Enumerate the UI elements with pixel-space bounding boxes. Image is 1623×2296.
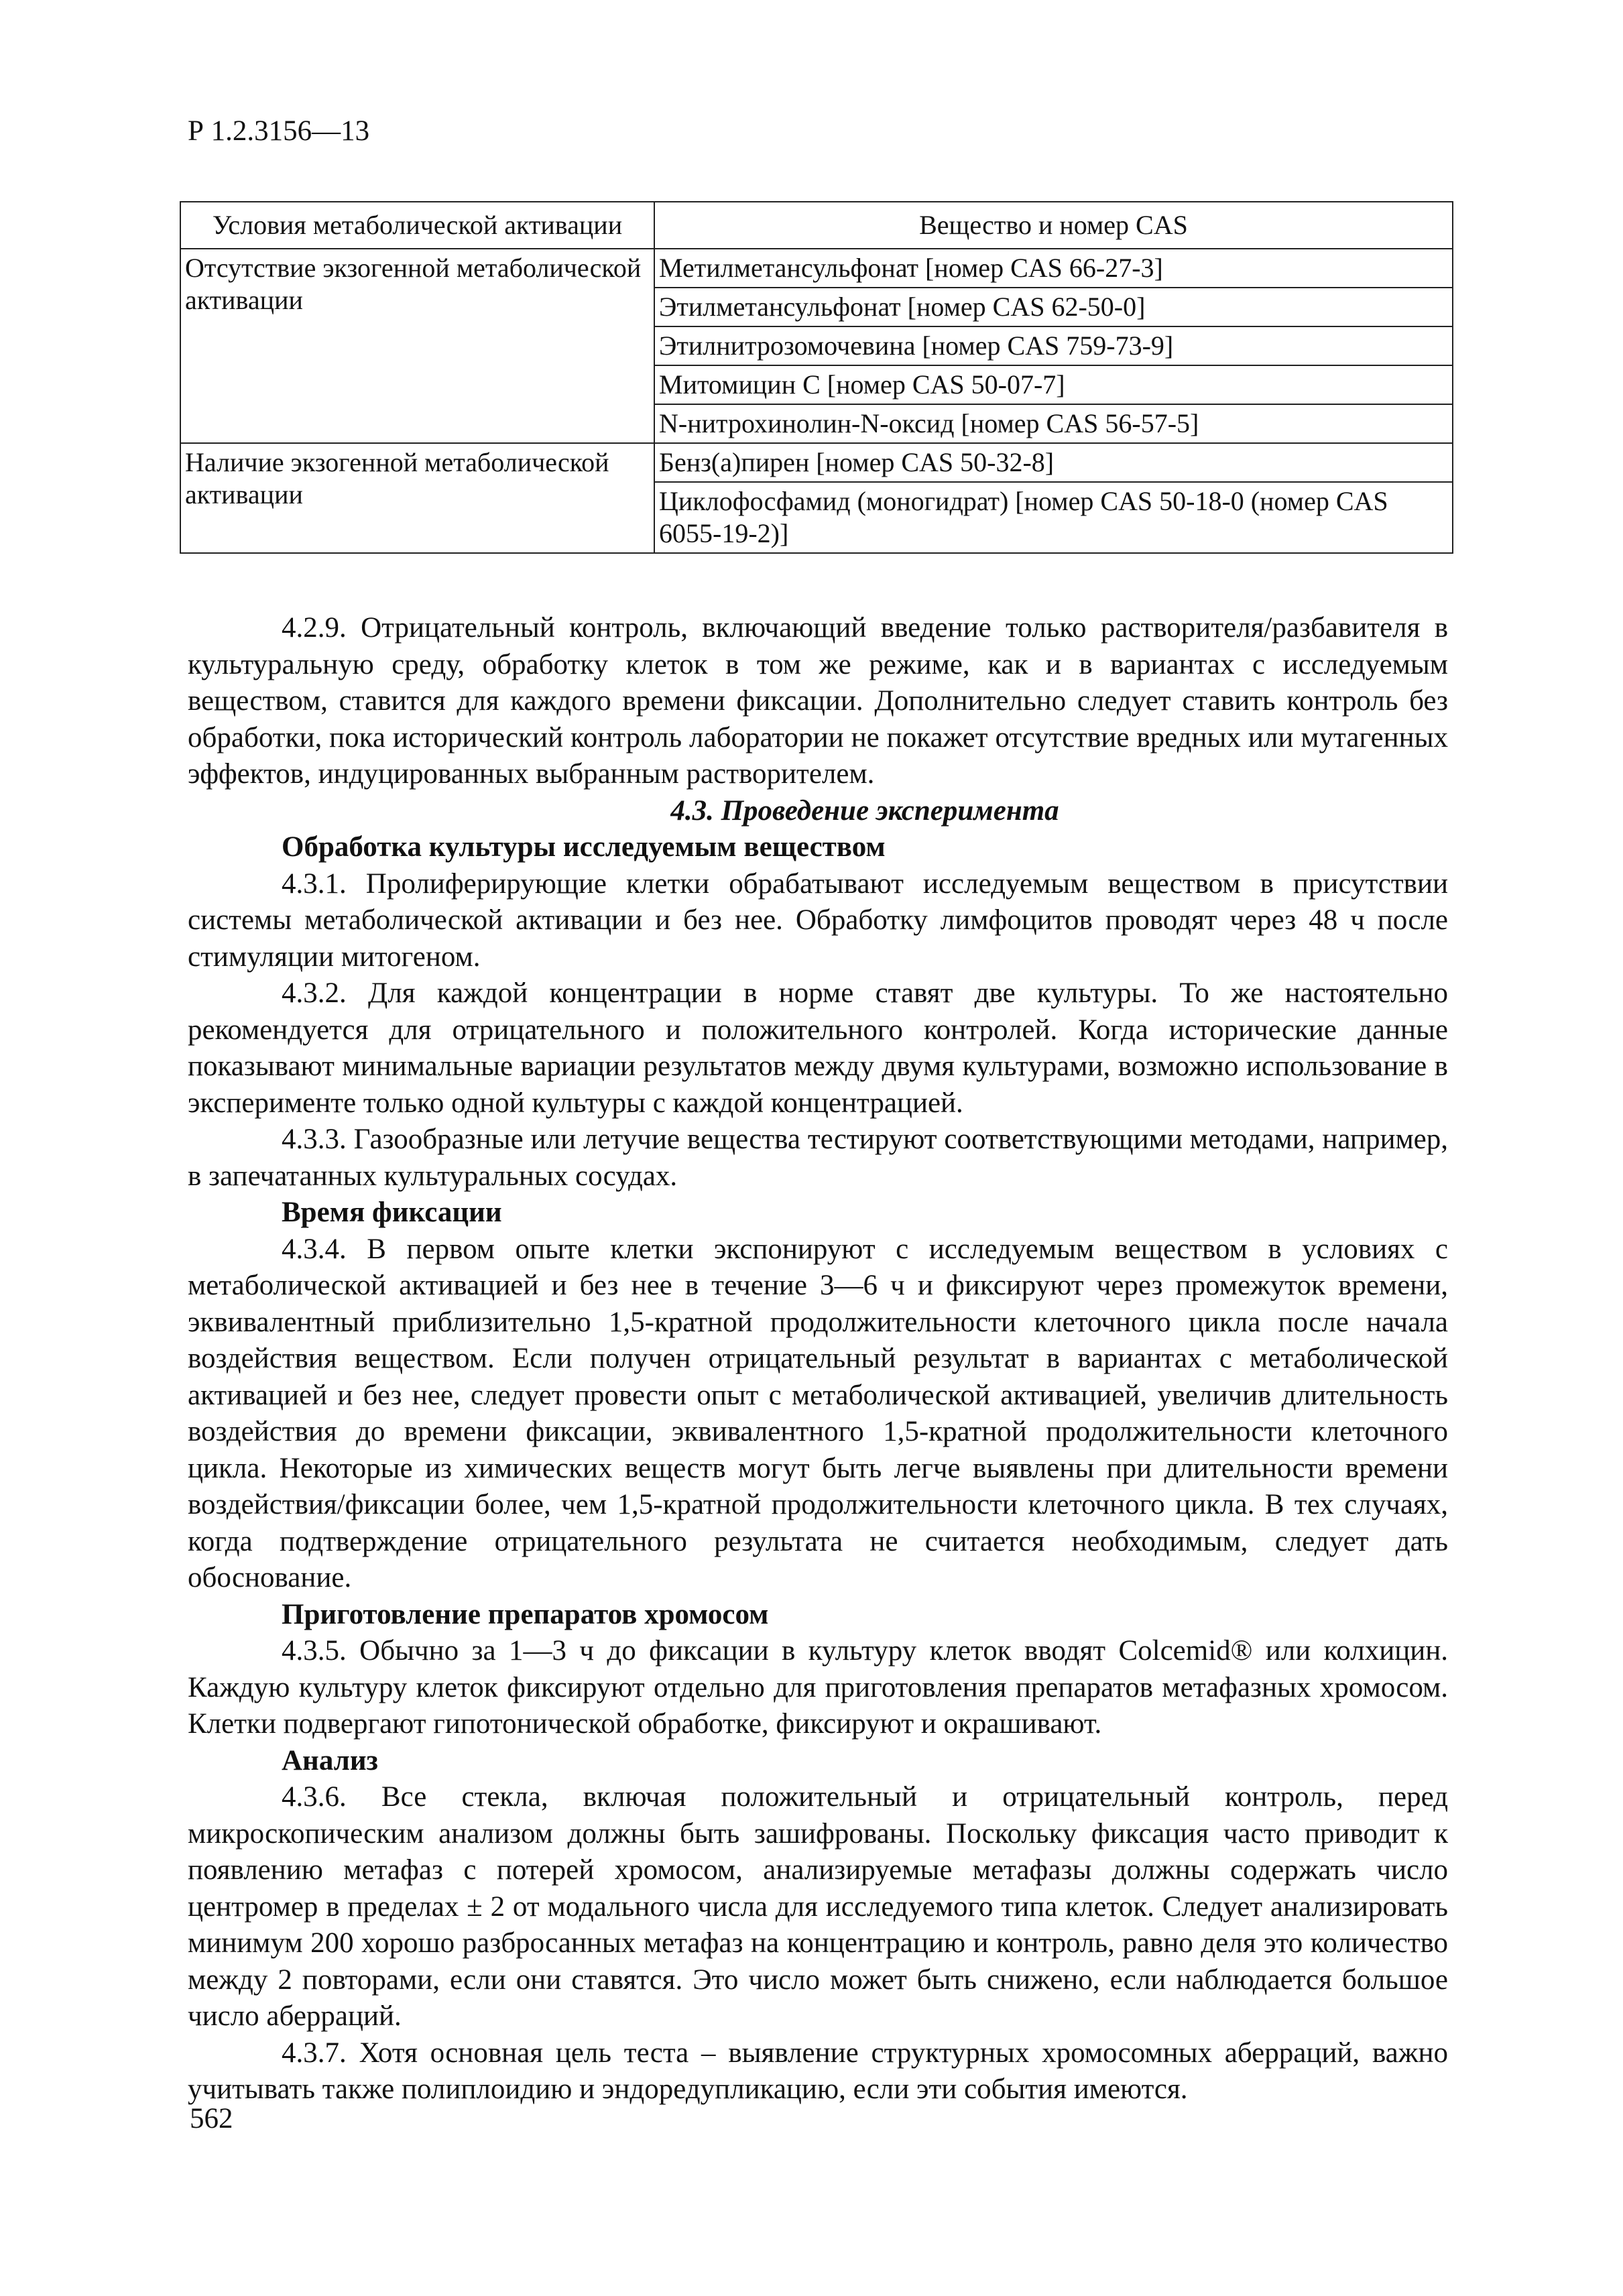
subheading-treatment: Обработка культуры исследуемым веществом [282,831,886,863]
table-header-substance: Вещество и номер CAS [654,202,1453,249]
subheading-analysis: Анализ [282,1744,378,1776]
body-text [188,610,1448,2108]
substance-cell: N-нитрохинолин-N-оксид [номер CAS 56-57-5] [654,404,1453,443]
page-number: 562 [190,2103,233,2134]
table-header-row [180,202,1453,249]
paragraph-4-3-1: 4.3.1. Пролиферирующие клетки обрабатывают исследуемым веществом в присутствии системы метаболической активации и без нее. Обработку лимфоцитов проводят через 48 ч после стимуляции митогеном. [188,867,1448,973]
table-row [180,249,1453,288]
table-header-condition: Условия метаболической активации [180,202,654,249]
substance-cell: Бенз(а)пирен [номер CAS 50-32-8] [654,443,1453,482]
table-row [180,443,1453,482]
cas-table [180,201,1453,554]
substance-cell: Метилметансульфонат [номер CAS 66-27-3] [654,249,1453,288]
document-code: Р 1.2.3156—13 [188,115,370,147]
subheading-fixation: Время фиксации [282,1197,502,1228]
condition-cell: Отсутствие экзогенной метаболической активации [180,249,654,443]
substance-cell: Этилнитрозомочевина [номер CAS 759-73-9] [654,326,1453,365]
substance-cell: Этилметансульфонат [номер CAS 62-50-0] [654,288,1453,326]
paragraph-4-3-2: 4.3.2. Для каждой концентрации в норме ставят две культуры. То же настоятельно рекомендуется для отрицательного и положительного контролей. Когда исторические данные показывают минимальные вариации результатов между двумя культурами, возможно использование в эксперименте только одной культуры с каждой концентрацией. [188,977,1448,1119]
substance-cell: Циклофосфамид (моногидрат) [номер CAS 50-18-0 (номер CAS 6055-19-2)] [654,482,1453,553]
paragraph-4-2-9: 4.2.9. Отрицательный контроль, включающий введение только растворителя/разбавителя в культуральную среду, обработку клеток в том же режиме, как и в вариантах с исследуемым веществом, ставится для каждого времени фиксации. Дополнительно следует ставить контроль без обработки, пока исторический контроль лаборатории не покажет отсутствие вредных или мутагенных эффектов, индуцированных выбранным растворителем. [188,612,1448,790]
paragraph-4-3-4: 4.3.4. В первом опыте клетки экспонируют с исследуемым веществом в условиях с метаболической активацией и без нее в течение 3—6 ч и фиксируют через промежуток времени, эквивалентный приблизительно 1,5-кратной продолжительности клеточного цикла после начала воздействия веществом. Если получен отрицательный результат в вариантах с метаболической активацией и без нее, следует провести опыт с метаболической активацией, увеличив длительность воздействия до времени фиксации, эквивалентного 1,5-кратной продолжительности клеточного цикла. Некоторые из химических веществ могут быть легче выявлены при длительности времени воздействия/фиксации более, чем 1,5-кратной продолжительности клеточного цикла. В тех случаях, когда подтверждение отрицательного результата не считается необходимым, следует дать обоснование. [188,1233,1448,1593]
subheading-preparation: Приготовление препаратов хромосом [282,1598,769,1630]
condition-cell: Наличие экзогенной метаболической активации [180,443,654,553]
paragraph-4-3-5: 4.3.5. Обычно за 1—3 ч до фиксации в культуру клеток вводят Colcemid® или колхицин. Каждую культуру клеток фиксируют отдельно для приготовления препаратов метафазных хромосом. Клетки подвергают гипотонической обработке, фиксируют и окрашивают. [188,1635,1448,1740]
paragraph-4-3-7: 4.3.7. Хотя основная цель теста – выявление структурных хромосомных аберраций, важно учитывать также полиплоидию и эндоредупликацию, если эти события имеются. [188,2037,1448,2105]
paragraph-4-3-3: 4.3.3. Газообразные или летучие вещества тестируют соответствующими методами, например, в запечатанных культуральных сосудах. [188,1124,1448,1192]
section-title: 4.3. Проведение эксперимента [670,794,1059,827]
paragraph-4-3-6: 4.3.6. Все стекла, включая положительный и отрицательный контроль, перед микроскопическим анализом должны быть зашифрованы. Поскольку фиксация часто приводит к появлению метафаз с потерей хромосом, анализируемые метафазы должны содержать число центромер в пределах ± 2 от модального числа для исследуемого типа клеток. Следует анализировать минимум 200 хорошо разбросанных метафаз на концентрацию и контроль, равно деля это количество между 2 повторами, если они ставятся. Это число может быть снижено, если наблюдается большое число аберраций. [188,1781,1448,2032]
substance-cell: Митомицин С [номер CAS 50-07-7] [654,365,1453,404]
